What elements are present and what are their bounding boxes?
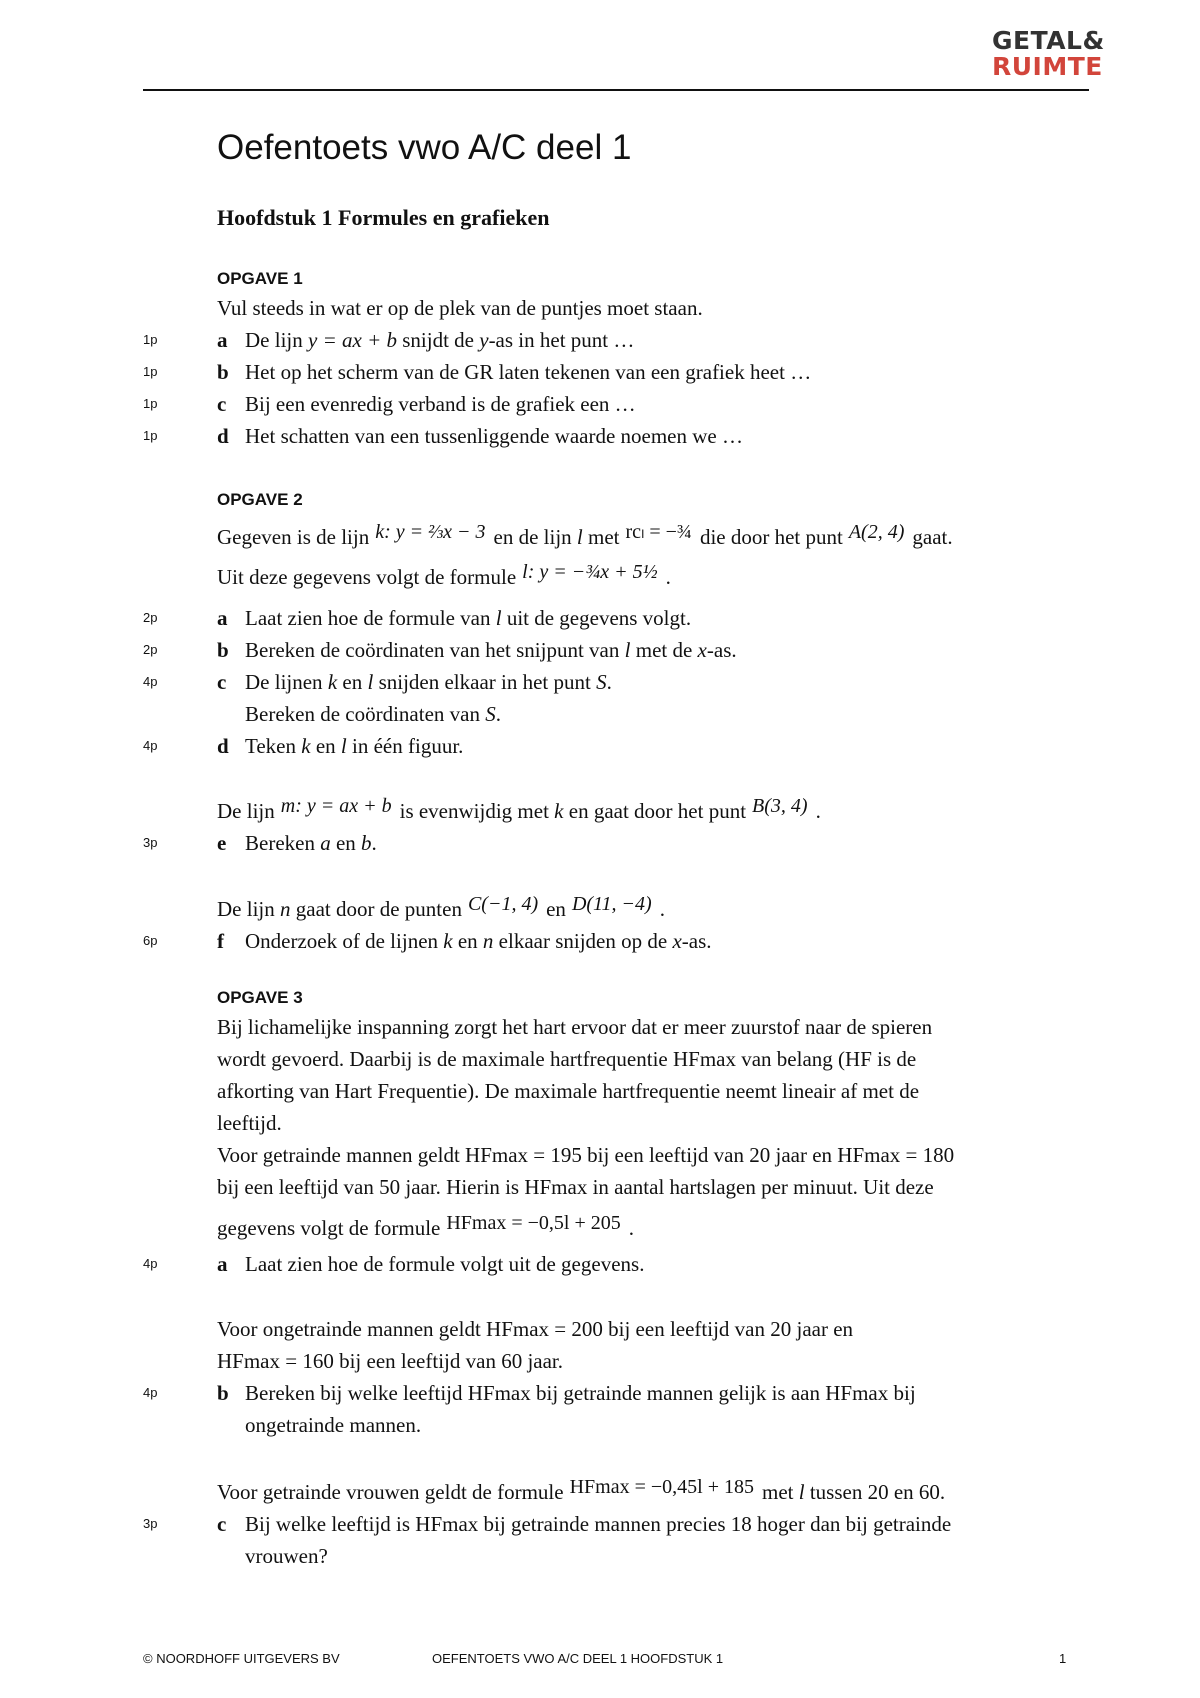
question-letter: f xyxy=(217,929,224,953)
question-3b: Bereken bij welke leeftijd HFmax bij getrainde mannen gelijk is aan HFmax bij xyxy=(245,1381,916,1405)
question-letter: b xyxy=(217,360,229,384)
question-2b: Bereken de coördinaten van het snijpunt van l met de x-as. xyxy=(245,638,737,662)
question-3b-line-2: ongetrainde mannen. xyxy=(245,1413,422,1437)
points-label: 4p xyxy=(143,1256,158,1271)
opgave-3-heading: OPGAVE 3 xyxy=(217,988,303,1007)
formula: m: y = ax + b xyxy=(280,795,392,817)
points-label: 4p xyxy=(143,674,158,689)
formula: rcₗ = −¾ xyxy=(625,521,692,543)
question-1b: Het op het scherm van de GR laten tekenen van een grafiek heet … xyxy=(245,360,812,384)
points-label: 3p xyxy=(143,835,158,850)
question-2c-line-2: Bereken de coördinaten van S. xyxy=(245,702,501,726)
footer-publisher: © NOORDHOFF UITGEVERS BV xyxy=(143,1651,340,1666)
opgave-2-heading: OPGAVE 2 xyxy=(217,490,303,509)
points-label: 1p xyxy=(143,396,158,411)
page-number: 1 xyxy=(1059,1651,1067,1666)
formula: A(2, 4) xyxy=(848,521,905,543)
line-m-statement: De lijn m: y = ax + b is evenwijdig met k en gaat door het punt B(3, 4) . xyxy=(217,795,821,823)
question-2f: Onderzoek of de lijnen k en n elkaar snijden op de x-as. xyxy=(245,929,712,953)
paragraph-line: Bij lichamelijke inspanning zorgt het hart ervoor dat er meer zuurstof naar de spieren xyxy=(217,1015,933,1039)
formula: HFmax = −0,45l + 185 xyxy=(569,1476,754,1498)
points-label: 6p xyxy=(143,933,158,948)
chapter-heading: Hoofdstuk 1 Formules en grafieken xyxy=(217,205,550,230)
opgave-2-formula: Uit deze gegevens volgt de formule l: y = −¾x + 5½ . xyxy=(217,561,671,589)
points-label: 2p xyxy=(143,642,158,657)
paragraph-line: Voor getrainde vrouwen geldt de formule HFmax = −0,45l + 185 met l tussen 20 en 60. xyxy=(217,1476,946,1504)
question-letter: b xyxy=(217,1381,229,1405)
question-1c: Bij een evenredig verband is de grafiek een … xyxy=(245,392,636,416)
points-label: 1p xyxy=(143,364,158,379)
opgave-1-intro: Vul steeds in wat er op de plek van de puntjes moet staan. xyxy=(217,296,703,320)
points-label: 1p xyxy=(143,332,158,347)
question-letter: b xyxy=(217,638,229,662)
paragraph-line: Voor getrainde mannen geldt HFmax = 195 bij een leeftijd van 20 jaar en HFmax = 180 xyxy=(217,1143,955,1167)
question-2a: Laat zien hoe de formule van l uit de gegevens volgt. xyxy=(245,606,692,630)
formula: D(11, −4) xyxy=(571,893,652,915)
question-letter: c xyxy=(217,1512,227,1536)
paragraph-line: afkorting van Hart Frequentie). De maximale hartfrequentie neemt lineair af met de xyxy=(217,1079,920,1103)
opgave-1-heading: OPGAVE 1 xyxy=(217,269,303,288)
logo-line-1: GETAL& xyxy=(992,26,1105,55)
question-2c: De lijnen k en l snijden elkaar in het punt S. xyxy=(245,670,612,694)
question-letter: a xyxy=(217,1252,228,1276)
paragraph-line: gegevens volgt de formule HFmax = −0,5l + 205 . xyxy=(217,1212,635,1240)
question-3c: Bij welke leeftijd is HFmax bij getrainde mannen precies 18 hoger dan bij getrainde xyxy=(245,1512,952,1536)
paragraph-line: HFmax = 160 bij een leeftijd van 60 jaar. xyxy=(217,1349,564,1373)
paragraph-line: wordt gevoerd. Daarbij is de maximale hartfrequentie HFmax van belang (HF is de xyxy=(217,1047,917,1071)
points-label: 4p xyxy=(143,1385,158,1400)
header-rule xyxy=(143,89,1089,91)
points-label: 3p xyxy=(143,1516,158,1531)
brand-logo xyxy=(992,28,1132,80)
page-title: Oefentoets vwo A/C deel 1 xyxy=(217,128,632,167)
formula: l: y = −¾x + 5½ xyxy=(522,561,658,583)
paragraph-line: leeftijd. xyxy=(217,1111,282,1135)
question-letter: a xyxy=(217,328,228,352)
points-label: 4p xyxy=(143,738,158,753)
question-1a: De lijn y = ax + b snijdt de y-as in het punt … xyxy=(245,328,635,352)
points-label: 1p xyxy=(143,428,158,443)
formula: C(−1, 4) xyxy=(467,893,539,915)
question-1d: Het schatten van een tussenliggende waarde noemen we … xyxy=(245,424,743,448)
points-label: 2p xyxy=(143,610,158,625)
formula: HFmax = −0,5l + 205 xyxy=(446,1212,621,1234)
question-letter: a xyxy=(217,606,228,630)
question-2e: Bereken a en b. xyxy=(245,831,377,855)
question-letter: e xyxy=(217,831,227,855)
question-letter: c xyxy=(217,392,227,416)
question-letter: c xyxy=(217,670,227,694)
question-2d: Teken k en l in één figuur. xyxy=(245,734,464,758)
question-letter: d xyxy=(217,734,229,758)
logo-line-2: RUIMTE xyxy=(992,52,1103,81)
paragraph-line: bij een leeftijd van 50 jaar. Hierin is HFmax in aantal hartslagen per minuut. Uit deze xyxy=(217,1175,934,1199)
question-3c-line-2: vrouwen? xyxy=(245,1544,328,1568)
formula: k: y = ⅔x − 3 xyxy=(375,521,486,543)
formula: B(3, 4) xyxy=(752,795,808,817)
footer-document-title: OEFENTOETS VWO A/C DEEL 1 HOOFDSTUK 1 xyxy=(432,1651,724,1666)
question-3a: Laat zien hoe de formule volgt uit de gegevens. xyxy=(245,1252,645,1276)
question-letter: d xyxy=(217,424,229,448)
line-n-statement: De lijn n gaat door de punten C(−1, 4) en D(11, −4) . xyxy=(217,893,665,921)
opgave-2-given: Gegeven is de lijn k: y = ⅔x − 3 en de lijn l met rcₗ = −¾ die door het punt A(2, 4) gaat. xyxy=(217,521,953,549)
paragraph-line: Voor ongetrainde mannen geldt HFmax = 200 bij een leeftijd van 20 jaar en xyxy=(217,1317,854,1341)
